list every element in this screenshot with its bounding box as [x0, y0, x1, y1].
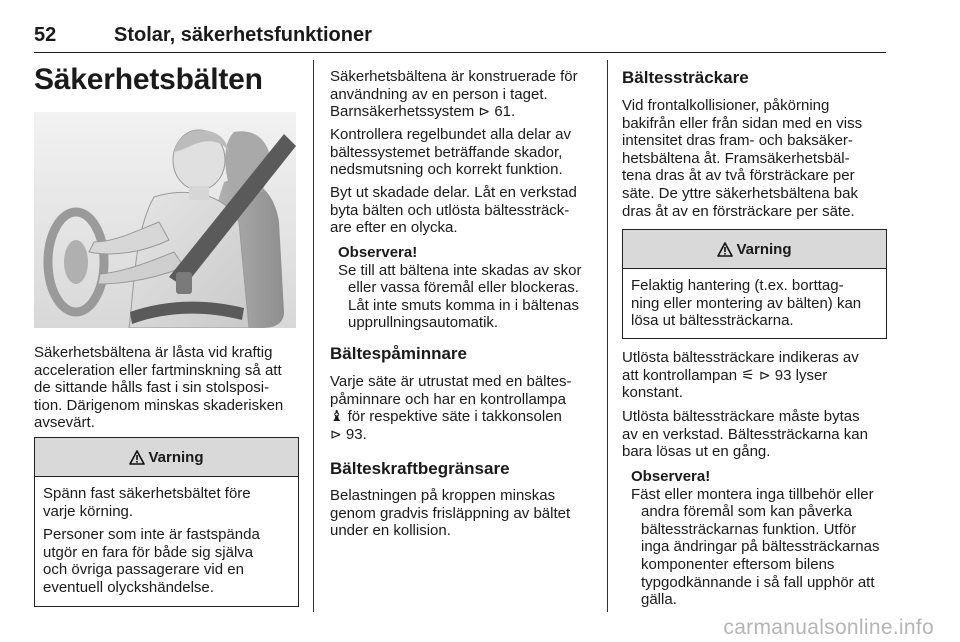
- note-line: Se till att bältena inte skadas av skor: [338, 261, 582, 279]
- text-line: hetsbältena åt. Framsäkerhetsbäl-: [622, 149, 850, 167]
- heading-force-limiter: Bälteskraftbegränsare: [330, 459, 510, 478]
- warning-line: varje körning.: [43, 502, 134, 520]
- note-line: Låt inte smuts komma in i bältenas: [348, 296, 579, 314]
- text-line: ♝ för respektive säte i takkonsolen: [330, 408, 562, 426]
- warning-box-pretensioner: [622, 229, 887, 339]
- intro-line: avsevärt.: [34, 414, 95, 432]
- col3-pretensioner-paragraph: [622, 97, 887, 220]
- page-ref-link[interactable]: 93 lyser: [774, 366, 828, 384]
- watermark: carmanualsonline.info: [723, 616, 934, 639]
- seatbelt-illustration: [34, 112, 296, 328]
- page-header: [34, 24, 886, 53]
- col2-note: [338, 244, 600, 332]
- intro-paragraph: [34, 344, 304, 432]
- text-line: byta bälten och utlösta bältessträck-: [330, 201, 570, 219]
- col2-paragraph-1: [330, 68, 600, 121]
- col3-indicator-paragraph: [622, 349, 887, 402]
- text-line: Utlösta bältessträckare indikeras av: [622, 349, 859, 366]
- warning-line: ning eller montering av bälten) kan: [631, 294, 862, 312]
- note-line: typgodkännande i så fall upphör att: [641, 573, 875, 591]
- seatbelt-reminder-icon: ♝: [330, 408, 344, 426]
- note-line: Fäst eller montera inga tillbehör eller: [631, 485, 874, 503]
- col2-paragraph-3: [330, 184, 600, 237]
- note-line: inga ändringar på bältessträckarnas: [641, 538, 880, 556]
- text-line: tena dras åt av två försträckare per: [622, 167, 855, 185]
- column-divider-2: [607, 60, 608, 612]
- note-line: upprullningsautomatik.: [348, 314, 499, 332]
- note-heading: Observera!: [338, 244, 418, 261]
- intro-line: de sittande hålls fast i sin stolsposi-: [34, 379, 270, 397]
- heading-pretensioner: Bältessträckare: [622, 68, 749, 87]
- text-line: säte. De yttre säkerhetsbältena bak: [622, 184, 858, 202]
- chapter-title: Stolar, säkerhetsfunktioner: [114, 24, 372, 46]
- note-heading: Observera!: [631, 468, 711, 485]
- text-line: bältessystemet beträffande skador,: [330, 143, 563, 161]
- text-line: att kontrollampan ⚟ ⊳ 93 lyser: [622, 366, 828, 384]
- note-line: eller vassa föremål eller blockeras.: [348, 279, 579, 297]
- text-line: genom gradvis frisläppning av bältet: [330, 504, 571, 522]
- text-line: intensitet dras fram- och baksäker-: [622, 132, 853, 150]
- text-line: användning av en person i taget.: [330, 85, 548, 103]
- note-line: bältessträckarnas funktion. Utför: [641, 520, 857, 538]
- page-number: 52: [34, 24, 57, 46]
- text-line: Utlösta bältessträckare måste bytas: [622, 408, 860, 425]
- warning-box-seatbelt: [34, 437, 299, 607]
- airbag-pretensioner-warning-icon: ⚟: [741, 366, 755, 384]
- note-line: gälla.: [641, 591, 677, 609]
- text-line: dras åt av en försträckare per säte.: [622, 202, 855, 220]
- col3-note: [631, 468, 889, 609]
- intro-line: tion. Därigenom minskas skaderisken: [34, 396, 284, 414]
- text-line: [330, 426, 600, 444]
- warning-triangle-icon: [717, 242, 733, 257]
- column-divider-1: [313, 60, 314, 612]
- warning-body: [35, 477, 298, 597]
- text-line: are efter en olycka.: [330, 219, 458, 237]
- col2-limiter-paragraph: [330, 487, 600, 540]
- page-ref-arrow-icon: ⊳: [478, 103, 491, 120]
- col2-reminder-paragraph: [330, 373, 600, 443]
- warning-line: lösa ut bältessträckarna.: [631, 312, 794, 330]
- page-ref-arrow-icon: ⊳: [330, 425, 342, 442]
- intro-line: Säkerhetsbältena är låsta vid kraftig: [34, 344, 273, 361]
- text-line: Kontrollera regelbundet alla delar av: [330, 126, 571, 143]
- col3-replace-paragraph: [622, 408, 887, 461]
- intro-line: acceleration eller fartminskning så att: [34, 361, 282, 379]
- text-line: Barnsäkerhetssystem ⊳ 61.: [330, 103, 516, 121]
- page-ref-link[interactable]: 61.: [494, 103, 516, 121]
- warning-triangle-icon: [129, 450, 145, 465]
- warning-line: Personer som inte är fastspända: [43, 526, 260, 544]
- heading-belt-reminder: Bältespåminnare: [330, 344, 467, 363]
- warning-line: eventuell olyckshändelse.: [43, 578, 214, 596]
- warning-line: Spänn fast säkerhetsbältet före: [43, 485, 251, 502]
- warning-heading: Varning: [736, 240, 792, 258]
- text-line: bara lösas ut en gång.: [622, 443, 771, 461]
- warning-line: och övriga passagerare vid en: [43, 561, 244, 579]
- text-line: påminnare och har en kontrollampa: [330, 390, 566, 408]
- text-line: Vid frontalkollisioner, påkörning: [622, 97, 830, 114]
- warning-heading: Varning: [148, 448, 204, 466]
- warning-line: Felaktig hantering (t.ex. borttag-: [631, 277, 844, 294]
- warning-paragraph: [43, 526, 298, 596]
- warning-header: [623, 230, 886, 269]
- text-line: Belastningen på kroppen minskas: [330, 487, 556, 504]
- warning-header: [35, 438, 298, 477]
- page-ref-link[interactable]: 93.: [345, 425, 367, 443]
- text-line: Varje säte är utrustat med en bältes-: [330, 373, 572, 390]
- note-line: komponenter eftersom bilens: [641, 555, 835, 573]
- note-line: andra föremål som kan påverka: [641, 503, 852, 521]
- warning-line: utgör en fara för både sig själva: [43, 543, 254, 561]
- col2-paragraph-2: [330, 126, 600, 179]
- section-title: Säkerhetsbälten: [34, 63, 263, 96]
- text-line: av en verkstad. Bältessträckarna kan: [622, 425, 868, 443]
- text-line: bakifrån eller från sidan med en viss: [622, 114, 863, 132]
- text-line: konstant.: [622, 384, 683, 402]
- text-line: Byt ut skadade delar. Låt en verkstad: [330, 184, 577, 201]
- text-line: Säkerhetsbältena är konstruerade för: [330, 68, 578, 85]
- text-line: under en kollision.: [330, 522, 451, 540]
- warning-body: [623, 269, 886, 330]
- text-line: nedsmutsning och korrekt funktion.: [330, 161, 563, 179]
- warning-paragraph: [43, 485, 298, 520]
- page-ref-arrow-icon: ⊳: [758, 366, 771, 383]
